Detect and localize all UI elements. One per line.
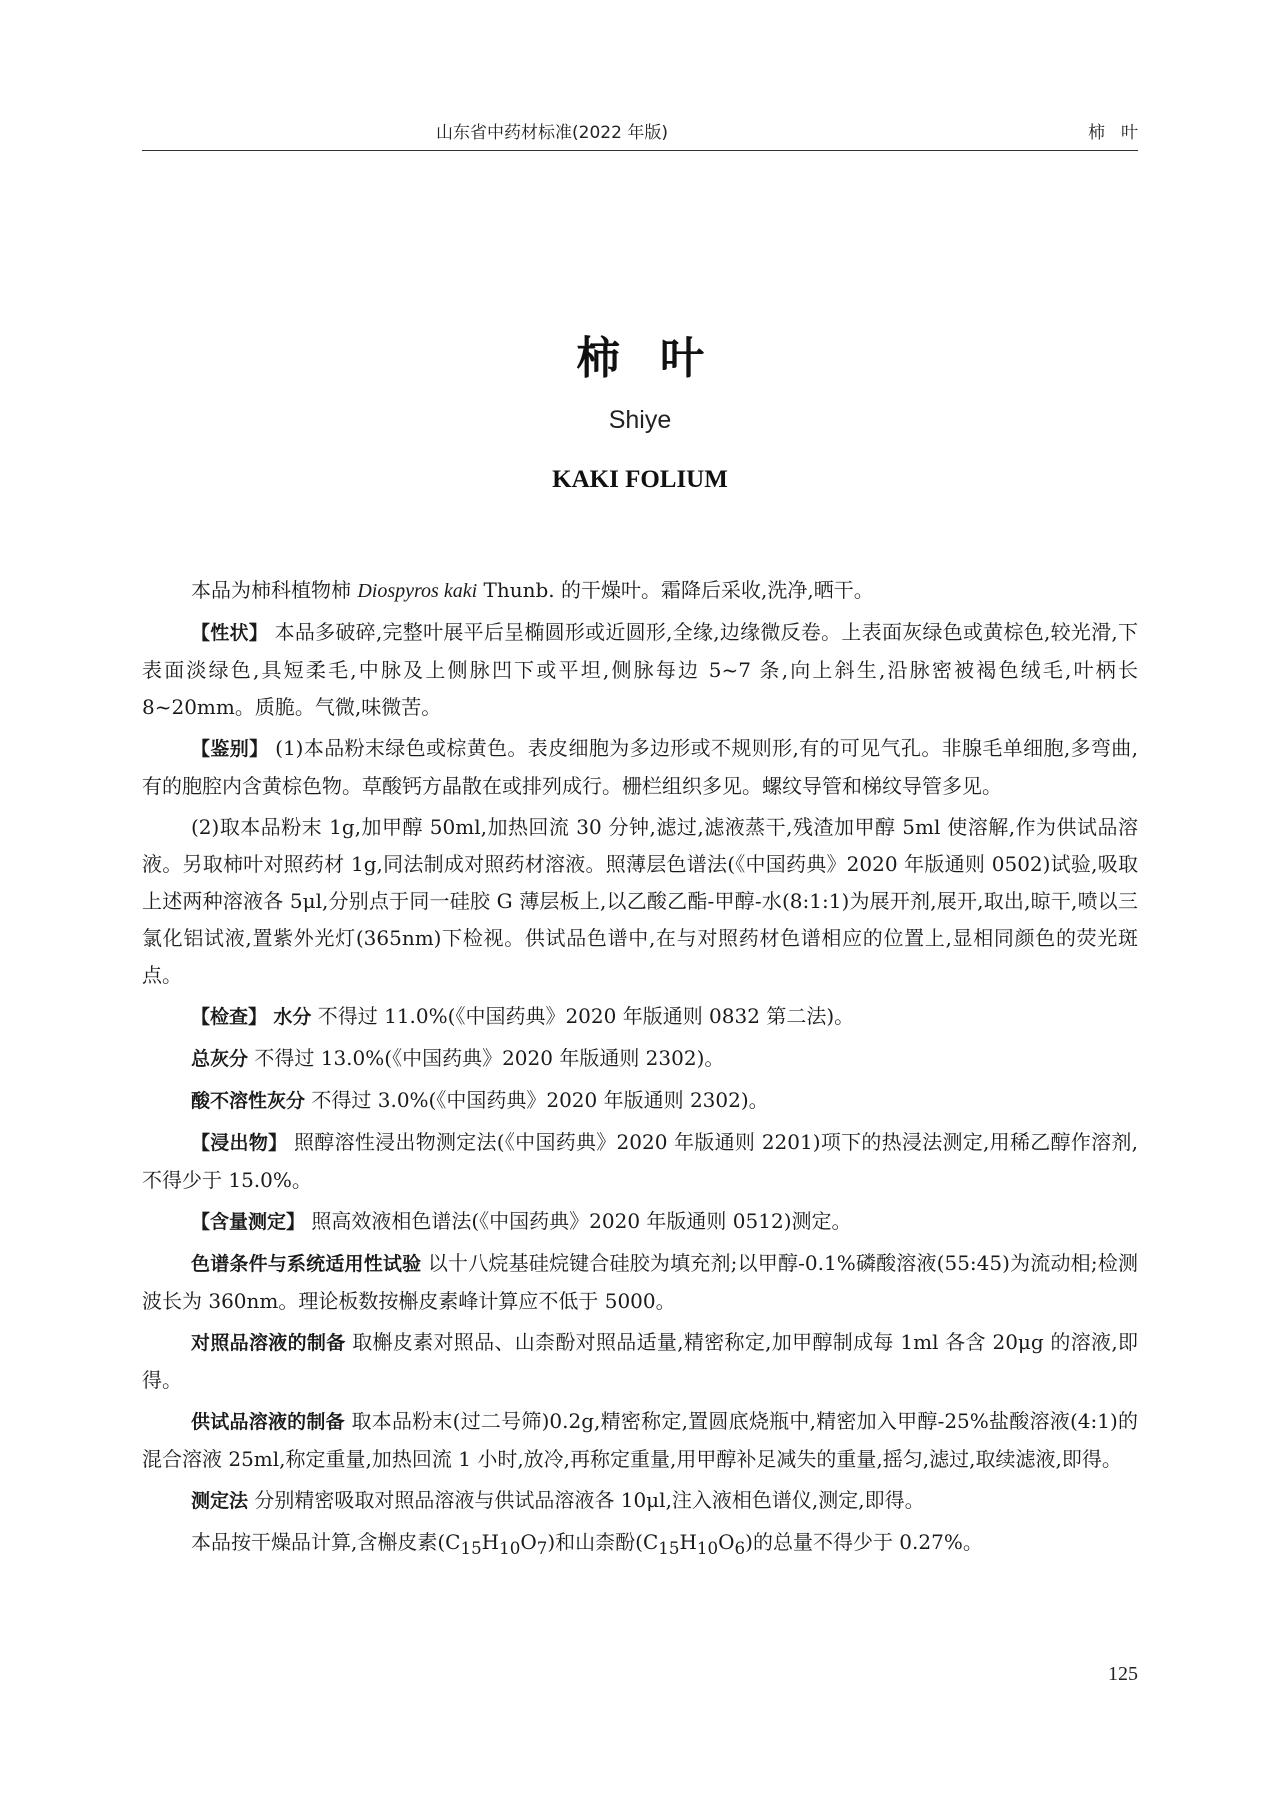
sub-heading: 水分 bbox=[273, 1006, 312, 1028]
running-header bbox=[142, 112, 1154, 148]
inspection-paragraph: 【检查】 水分 不得过 11.0%(《中国药典》2020 年版通则 0832 第二法)。 bbox=[191, 1004, 855, 1028]
sub-heading: 酸不溶性灰分 bbox=[191, 1090, 306, 1112]
extract-paragraph: 【浸出物】 照醇溶性浸出物测定法(《中国药典》2020 年版通则 2201)项下的热浸法测定,用稀乙醇作溶剂,不得少于 15.0%。 bbox=[142, 1130, 1138, 1192]
species-name: Diospyros kaki bbox=[357, 580, 478, 602]
acid-insoluble-ash-paragraph: 酸不溶性灰分 不得过 3.0%(《中国药典》2020 年版通则 2302)。 bbox=[191, 1088, 769, 1112]
monograph-pinyin: Shiye bbox=[608, 406, 672, 434]
content-limit-paragraph: 本品按干燥品计算,含槲皮素$(C_{15}H_{10}O_7)$和山柰酚$(C_{15}H_{10}O_6)$的总量不得少于 0.27%。 bbox=[191, 1530, 983, 1558]
source-paragraph: 本品为柿科植物柿 Diospyros kaki Thunb. 的干燥叶。霜降后采收,洗净,晒干。 bbox=[191, 578, 874, 602]
description-paragraph: 【性状】 本品多破碎,完整叶展平后呈椭圆形或近圆形,全缘,边缘微反卷。上表面灰绿色或黄棕色,较光滑,下表面淡绿色,具短柔毛,中脉及上侧脉凹下或平坦,侧脉每边 5~7 条,向上斜生,沿脉密被褐色绒毛,叶柄长 8~20mm。质脆。气微,味微苦。 bbox=[142, 620, 1138, 719]
test-solution-paragraph: 供试品溶液的制备 取本品粉末(过二号筛)0.2g,精密称定,置圆底烧瓶中,精密加入甲醇-25%盐酸溶液(4:1)的混合溶液 25ml,称定重量,加热回流 1 小时,放冷,再称定重量,用甲醇补足减失的重量,摇匀,滤过,取续滤液,即得。 bbox=[142, 1409, 1138, 1471]
section-heading: 【检查】 bbox=[191, 1006, 268, 1028]
book-title: 山东省中药材标准(2022 年版) bbox=[436, 123, 668, 143]
reference-solution-paragraph: 对照品溶液的制备 取槲皮素对照品、山柰酚对照品适量,精密称定,加甲醇制成每 1ml 各含 20μg 的溶液,即得。 bbox=[142, 1330, 1139, 1392]
header-rule bbox=[142, 150, 1138, 151]
sub-heading: 色谱条件与系统适用性试验 bbox=[191, 1253, 422, 1275]
procedure-paragraph: 测定法 分别精密吸取对照品溶液与供试品溶液各 10μl,注入液相色谱仪,测定,即得。 bbox=[191, 1488, 925, 1512]
sub-heading: 供试品溶液的制备 bbox=[191, 1411, 345, 1433]
total-ash-paragraph: 总灰分 不得过 13.0%(《中国药典》2020 年版通则 2302)。 bbox=[191, 1046, 725, 1070]
assay-paragraph: 【含量测定】 照高效液相色谱法(《中国药典》2020 年版通则 0512)测定。 bbox=[191, 1209, 852, 1233]
identification-paragraph-2: (2)取本品粉末 1g,加甲醇 50ml,加热回流 30 分钟,滤过,滤液蒸干,残渣加甲醇 5ml 使溶解,作为供试品溶液。另取柿叶对照药材 1g,同法制成对照药材溶液。照薄层色谱法(《中国药典》2020 年版通则 0502)试验,吸取上述两种溶液各 5μl,分别点于同一硅胶 G 薄层板上,以乙酸乙酯-甲醇-水(8:1:1)为展开剂,展开,取出,晾干,喷以三氯化铝试液,置紫外光灯(365nm)下检视。供试品色谱中,在与对照药材色谱相应的位置上,显相同颜色的荧光斑点。 bbox=[142, 815, 1138, 987]
identification-paragraph-1: 【鉴别】 (1)本品粉末绿色或棕黄色。表皮细胞为多边形或不规则形,有的可见气孔。非腺毛单细胞,多弯曲,有的胞腔内含黄棕色物。草酸钙方晶散在或排列成行。栅栏组织多见。螺纹导管和梯纹导管多见。 bbox=[142, 736, 1138, 798]
chromatography-conditions-paragraph: 色谱条件与系统适用性试验 以十八烷基硅烷键合硅胶为填充剂;以甲醇-0.1%磷酸溶液(55:45)为流动相;检测波长为 360nm。理论板数按槲皮素峰计算应不低于 5000。 bbox=[142, 1251, 1138, 1313]
page-number: 125 bbox=[1108, 1663, 1138, 1685]
section-heading: 【浸出物】 bbox=[191, 1132, 288, 1154]
section-heading: 【鉴别】 bbox=[191, 738, 269, 760]
monograph-title: 柿叶 bbox=[576, 333, 744, 384]
section-name: 柿叶 bbox=[1088, 123, 1154, 143]
section-heading: 【含量测定】 bbox=[191, 1211, 306, 1233]
monograph-body bbox=[142, 572, 1138, 1571]
section-heading: 【性状】 bbox=[191, 622, 269, 644]
monograph-latin-name: KAKI FOLIUM bbox=[552, 466, 728, 493]
sub-heading: 对照品溶液的制备 bbox=[191, 1332, 346, 1354]
sub-heading: 总灰分 bbox=[191, 1048, 249, 1070]
sub-heading: 测定法 bbox=[191, 1490, 249, 1512]
